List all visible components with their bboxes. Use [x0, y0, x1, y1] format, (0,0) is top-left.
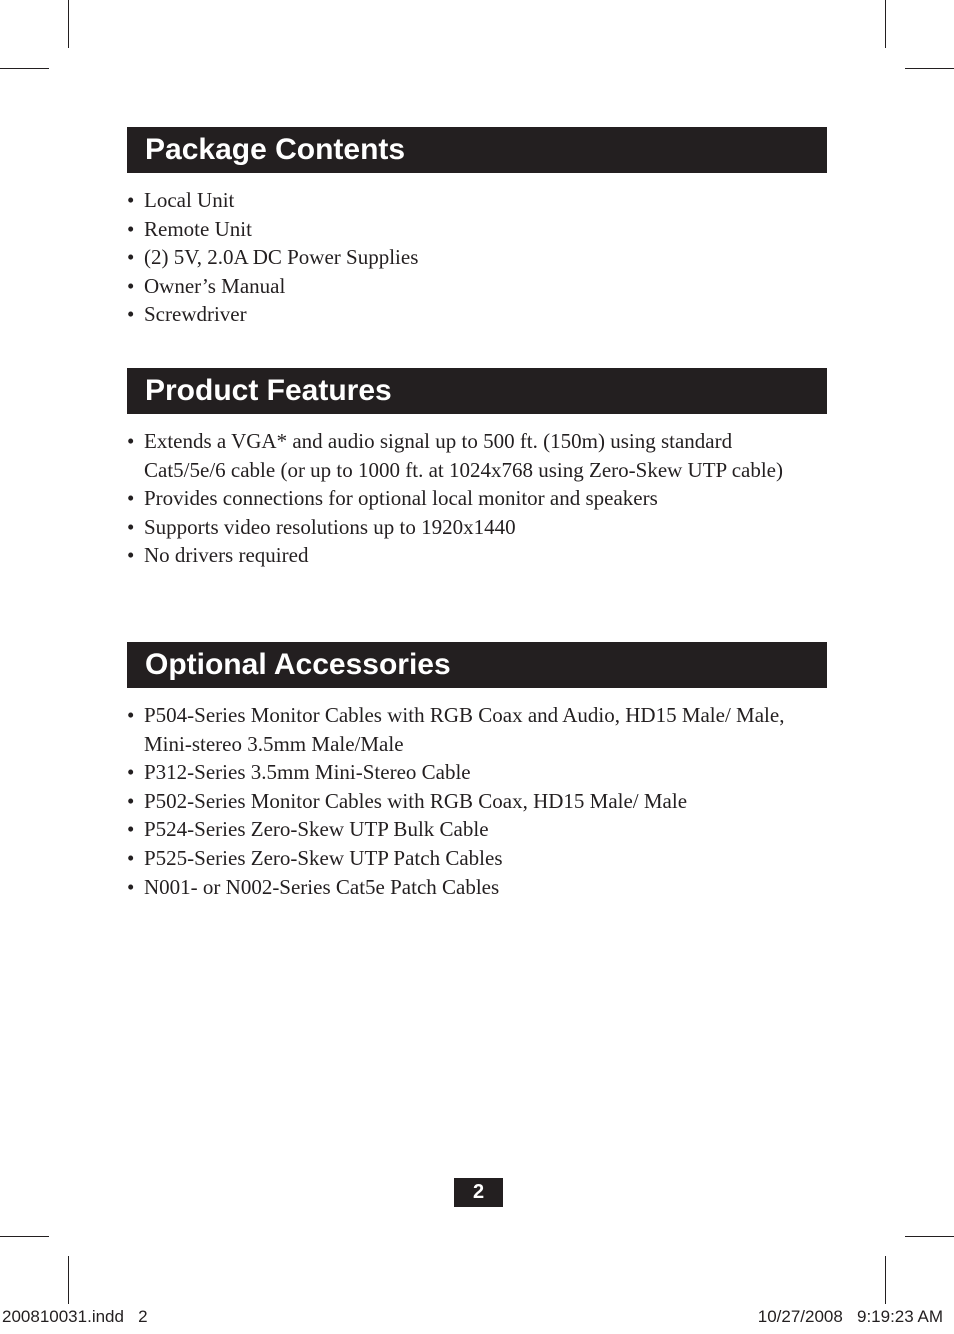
- crop-mark: [905, 1236, 954, 1237]
- list-item: • Local Unit: [127, 186, 807, 215]
- crop-mark: [68, 1256, 69, 1304]
- list-item: • Screwdriver: [127, 300, 807, 329]
- list-item: • P502-Series Monitor Cables with RGB Coax, HD15 Male/ Male: [127, 787, 807, 816]
- crop-mark: [885, 1256, 886, 1304]
- list-item: • Remote Unit: [127, 215, 807, 244]
- list-item: • (2) 5V, 2.0A DC Power Supplies: [127, 243, 807, 272]
- list-item: • P525-Series Zero-Skew UTP Patch Cables: [127, 844, 807, 873]
- crop-mark: [905, 68, 954, 69]
- slug-timestamp: 10/27/2008 9:19:23 AM: [757, 1307, 943, 1326]
- list-item: • P312-Series 3.5mm Mini-Stereo Cable: [127, 758, 807, 787]
- crop-mark: [885, 0, 886, 48]
- product-features-list: [127, 427, 807, 570]
- list-item: • Owner’s Manual: [127, 272, 807, 301]
- list-item: • No drivers required: [127, 541, 807, 570]
- optional-accessories-list: [127, 701, 807, 901]
- crop-mark: [0, 1236, 49, 1237]
- page-number: 2: [454, 1178, 503, 1207]
- section-header-package-contents: Package Contents: [127, 127, 827, 173]
- list-item: • P524-Series Zero-Skew UTP Bulk Cable: [127, 815, 807, 844]
- slug-filename: 200810031.indd 2: [2, 1307, 148, 1326]
- section-header-optional-accessories: Optional Accessories: [127, 642, 827, 688]
- list-item: • Supports video resolutions up to 1920x1440: [127, 513, 807, 542]
- list-item: • Provides connections for optional local monitor and speakers: [127, 484, 807, 513]
- list-item: • Extends a VGA* and audio signal up to 500 ft. (150m) using standard Cat5/5e/6 cable (or up to 1000 ft. at 1024x768 using Zero-Skew UTP cable): [127, 427, 807, 484]
- crop-mark: [0, 68, 49, 69]
- section-header-product-features: Product Features: [127, 368, 827, 414]
- list-item: • P504-Series Monitor Cables with RGB Coax and Audio, HD15 Male/ Male, Mini-stereo 3.5mm Male/Male: [127, 701, 807, 758]
- crop-mark: [68, 0, 69, 48]
- package-contents-list: [127, 186, 807, 329]
- list-item: • N001- or N002-Series Cat5e Patch Cables: [127, 873, 807, 902]
